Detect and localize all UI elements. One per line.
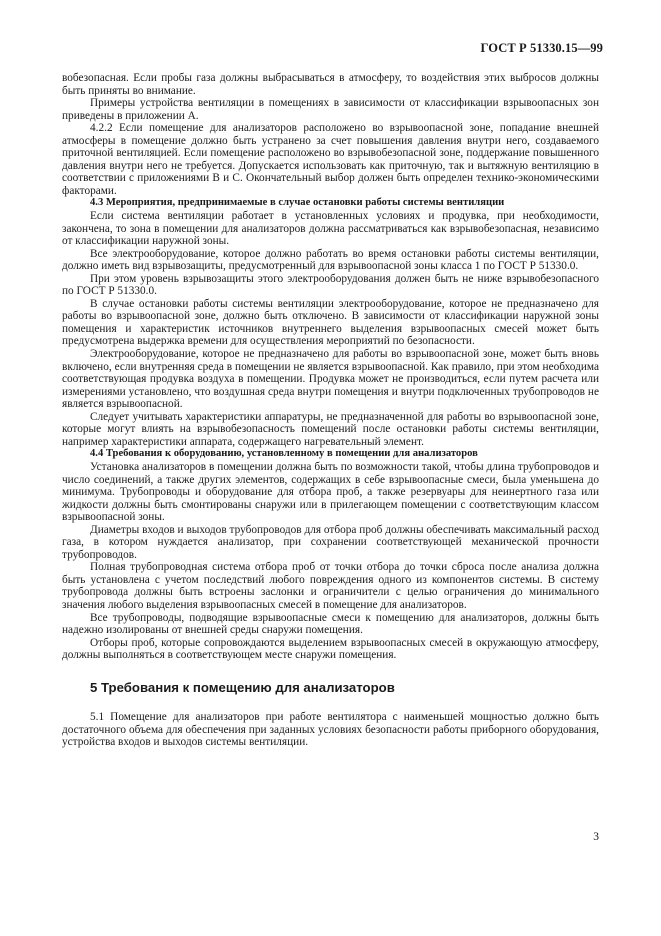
paragraph: Отборы проб, которые сопровождаются выделением взрывоопасных смесей в окружающую атмосферу, должны выполняться в соответствующем месте снаружи помещения. [62, 636, 599, 662]
page-number: 3 [593, 831, 599, 843]
subsection-heading-4-3: 4.3 Мероприятия, предпринимаемые в случае остановки работы системы вентиляции [90, 197, 505, 209]
paragraph: 4.2.2 Если помещение для анализаторов расположено во взрывоопасной зоне, попадание внешней атмосферы в помещение должно быть устранено за счет повышения давления внутри него, создаваемого приточной вентиляцией. Если помещение расположено во взрывобезопасной зоне, поддержание повышенного давления внутри него не требуется. Допускается использовать как приточную, так и вытяжную вентиляцию в соответствии с приложениями В и С. Окончательный выбор должен быть определен технико-экономическими факторами. [62, 122, 599, 197]
section-heading-5: 5 Требования к помещению для анализаторов [90, 679, 395, 695]
paragraph: Примеры устройства вентиляции в помещениях в зависимости от классификации взрывоопасных зон приведены в приложении А. [62, 97, 599, 122]
paragraph: Электрооборудование, которое не предназначено для работы во взрывоопасной зоне, может быть вновь включено, если внутренняя среда в помещении не является взрывоопасной. Как правило, при этом необходима соответствующая продувка воздуха в помещении. Продувка может не производиться, если путем расчета или измерениями установлено, что воздушная среда внутри помещения и внутри подключенных трубопроводов не является взрывоопасной. [62, 348, 599, 411]
paragraph: Следует учитывать характеристики аппаратуры, не предназначенной для работы во взрывоопасной зоне, которые могут влиять на взрывобезопасность помещений после остановки работы системы вентиляции, например характеристики аппарата, содержащего нагревательный элемент. [62, 410, 599, 448]
paragraph: 5.1 Помещение для анализаторов при работе вентилятора с наименьшей мощностью должно быть достаточного объема для обеспечения при заданных условиях безопасности работы приборного оборудования, устройства входов и выходов системы вентиляции. [62, 711, 599, 749]
paragraph: В случае остановки работы системы вентиляции электрооборудование, которое не предназначено для работы во взрывоопасной зоне, должно быть отключено. В зависимости от классификации наружной зоны помещения и характеристик источников внутреннего выделения взрывоопасных смесей может быть предусмотрена выдержка времени для осуществления мероприятий по безопасности. [62, 297, 599, 348]
paragraph: Все трубопроводы, подводящие взрывоопасные смеси к помещению для анализаторов, должны быть надежно изолированы от внешней среды снаружи помещения. [62, 611, 599, 637]
paragraph: Если система вентиляции работает в установленных условиях и продувка, при необходимости, закончена, то зона в помещении для анализаторов должна рассматриваться как взрывобезопасная, независимо от классификации наружной зоны. [62, 210, 599, 248]
paragraph: Полная трубопроводная система отбора проб от точки отбора до точки сброса после анализа должна быть установлена с учетом последствий любого повреждения одного из компонентов системы. В систему трубопровода должны быть встроены заслонки и ограничители с целью ограничения до минимального значения любого выделения взрывоопасных смесей в помещение для анализаторов. [62, 561, 599, 611]
paragraph: Диаметры входов и выходов трубопроводов для отбора проб должны обеспечивать максимальный расход газа, в котором нуждается анализатор, при сохранении соответствующей механической прочности трубопроводов. [62, 523, 599, 561]
document-body [62, 72, 599, 749]
paragraph: Установка анализаторов в помещении должна быть по возможности такой, чтобы длина трубопроводов и число соединений, а также других элементов, содержащих в себе взрывоопасные смеси, была уменьшена до минимума. Трубопроводы и оборудование для отбора проб, а также резервуары для неинертного газа или жидкости должны быть смонтированы снаружи или в прилегающем помещении с соответствующим классом взрывоопасной зоны. [62, 460, 599, 524]
paragraph: При этом уровень взрывозащиты этого электрооборудования должен быть не ниже взрывобезопасного по ГОСТ Р 51330.0. [62, 272, 599, 298]
subsection-heading-4-4: 4.4 Требования к оборудованию, установленному в помещении для анализаторов [90, 448, 478, 460]
document-code-header: ГОСТ Р 51330.15—99 [480, 41, 603, 55]
paragraph: Все электрооборудование, которое должно работать во время остановки работы системы вентиляции, должно иметь вид взрывозащиты, предусмотренный для взрывоопасной зоны класса 1 по ГОСТ Р 51330.0. [62, 247, 599, 273]
paragraph: вобезопасная. Если пробы газа должны выбрасываться в атмосферу, то воздействия этих выбросов должны быть приняты во внимание. [62, 72, 599, 97]
